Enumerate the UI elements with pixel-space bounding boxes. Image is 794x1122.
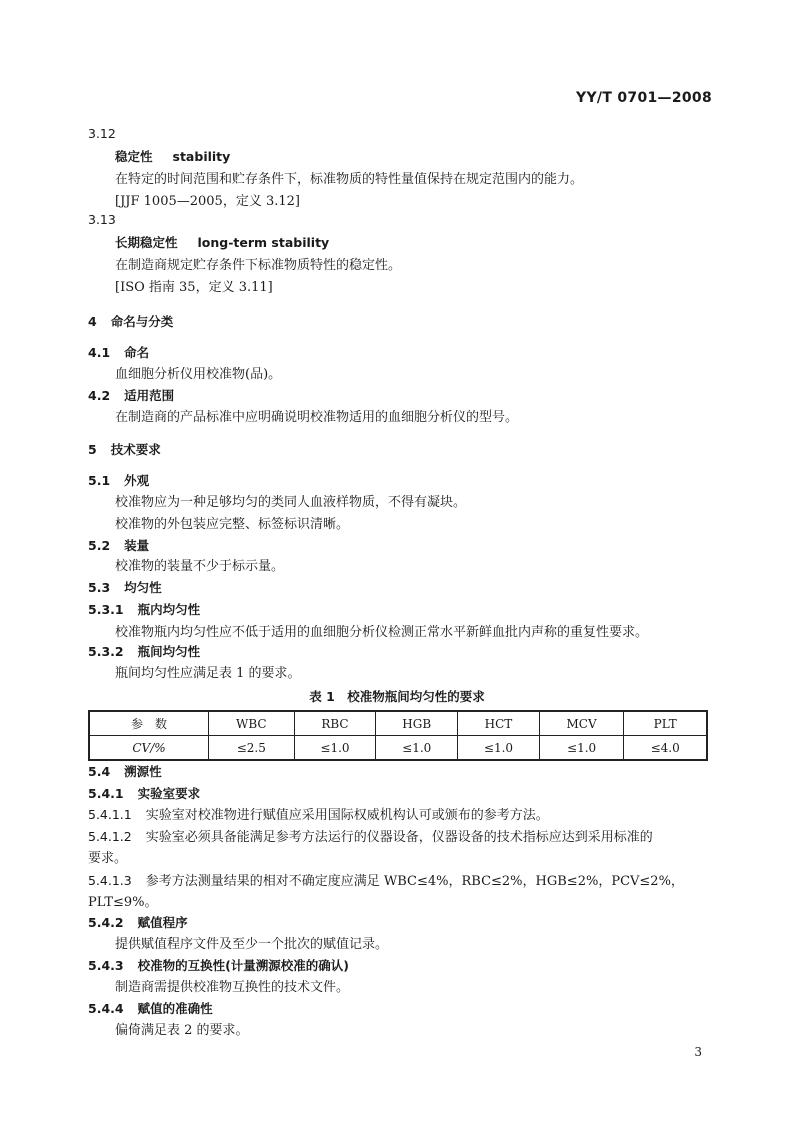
table-cell: ≤1.0 — [294, 736, 376, 761]
table-header-row — [89, 711, 707, 736]
clause-text: 校准物的装量不少于标示量。 — [115, 559, 285, 574]
clause-text: 在制造商的产品标准中应明确说明校准物适用的血细胞分析仪的型号。 — [115, 410, 519, 425]
table-cell: CV/% — [89, 736, 209, 761]
clause-title: 均匀性 — [124, 580, 162, 595]
table-header-cell: HCT — [458, 711, 540, 736]
clause-text: 校准物瓶内均匀性应不低于适用的血细胞分析仪检测正常水平新鲜血批内声称的重复性要求。 — [115, 625, 649, 640]
table-caption: 表 1 校准物瓶间均匀性的要求 — [309, 689, 485, 704]
term-heading — [115, 148, 230, 167]
clause-number: 5.3.2 — [88, 644, 124, 659]
clause-paragraph — [88, 806, 549, 825]
clause-number: 5.1 — [88, 473, 111, 488]
term-definition: 在制造商规定贮存条件下标准物质特性的稳定性。 — [115, 258, 402, 273]
term-cn: 稳定性 — [115, 149, 153, 164]
clause-number: 5.3.1 — [88, 602, 124, 617]
clause-heading — [88, 763, 162, 781]
clause-paragraph — [88, 828, 653, 847]
clause-text: 瓶间均匀性应满足表 1 的要求。 — [115, 666, 301, 681]
table-cell: ≤1.0 — [376, 736, 458, 761]
section-number: 5 — [88, 442, 97, 457]
table-header-cell: HGB — [376, 711, 458, 736]
clause-text: 校准物的外包装应完整、标签标识清晰。 — [115, 517, 350, 532]
clause-heading — [88, 957, 349, 975]
clause-heading — [88, 643, 200, 661]
clause-text: 实验室必须具备能满足参考方法运行的仪器设备，仪器设备的技术指标应达到采用标准的 — [145, 830, 653, 845]
clause-heading — [88, 914, 188, 932]
clause-heading — [88, 579, 162, 597]
term-reference: [ISO 指南 35，定义 3.11] — [115, 280, 273, 295]
table-header-cell: RBC — [294, 711, 376, 736]
section-title: 命名与分类 — [110, 314, 174, 329]
clause-text: 偏倚满足表 2 的要求。 — [115, 1023, 249, 1038]
clause-heading — [88, 785, 200, 803]
clause-number: 3.13 — [88, 212, 116, 227]
clause-heading — [88, 344, 149, 362]
clause-heading — [88, 1000, 213, 1018]
table-row — [89, 736, 707, 761]
clause-text: PLT≤9%。 — [88, 895, 158, 910]
clause-number: 5.4 — [88, 764, 111, 779]
clause-text: 血细胞分析仪用校准物(品)。 — [115, 367, 282, 382]
term-en: stability — [172, 149, 231, 164]
uniformity-table — [88, 710, 708, 761]
term-heading — [115, 234, 329, 253]
clause-heading — [88, 537, 149, 555]
section-title: 技术要求 — [110, 442, 161, 457]
table-header-cell: 参 数 — [89, 711, 209, 736]
clause-title: 适用范围 — [124, 388, 175, 403]
clause-title: 赋值程序 — [137, 915, 188, 930]
term-reference: [JJF 1005—2005，定义 3.12] — [115, 194, 300, 209]
clause-heading — [88, 387, 174, 405]
clause-number: 5.4.1 — [88, 786, 124, 801]
clause-number: 3.12 — [88, 126, 116, 141]
table-cell: ≤2.5 — [209, 736, 295, 761]
clause-title: 实验室要求 — [137, 786, 201, 801]
clause-heading — [88, 472, 149, 490]
term-definition: 在特定的时间范围和贮存条件下，标准物质的特性量值保持在规定范围内的能力。 — [115, 172, 584, 187]
clause-text: 要求。 — [88, 851, 128, 866]
document-code: YY/T 0701—2008 — [576, 90, 712, 106]
clause-text: 提供赋值程序文件及至少一个批次的赋值记录。 — [115, 937, 389, 952]
clause-number: 5.2 — [88, 538, 111, 553]
table-cell: ≤1.0 — [458, 736, 540, 761]
clause-number: 5.4.4 — [88, 1001, 124, 1016]
clause-number: 5.4.3 — [88, 958, 124, 973]
table-header-cell: MCV — [539, 711, 623, 736]
term-en: long-term stability — [197, 235, 330, 250]
clause-heading — [88, 601, 200, 619]
clause-title: 溯源性 — [124, 764, 162, 779]
section-heading — [88, 313, 173, 331]
clause-title: 外观 — [124, 473, 150, 488]
clause-text: 校准物应为一种足够均匀的类同人血液样物质，不得有凝块。 — [115, 495, 467, 510]
clause-text: 实验室对校准物进行赋值应采用国际权威机构认可或颁布的参考方法。 — [145, 808, 549, 823]
table-header-cell: PLT — [624, 711, 707, 736]
table-cell: ≤4.0 — [624, 736, 707, 761]
term-cn: 长期稳定性 — [115, 235, 178, 250]
table-header-cell: WBC — [209, 711, 295, 736]
clause-text: 参考方法测量结果的相对不确定度应满足 WBC≤4%，RBC≤2%，HGB≤2%，PCV≤2%， — [145, 874, 684, 889]
clause-number: 5.4.1.1 — [88, 807, 132, 822]
clause-number: 5.3 — [88, 580, 111, 595]
clause-number: 4.1 — [88, 345, 111, 360]
clause-title: 命名 — [124, 345, 150, 360]
clause-title: 瓶间均匀性 — [137, 644, 201, 659]
clause-title: 赋值的准确性 — [137, 1001, 213, 1016]
section-heading — [88, 441, 161, 459]
clause-title: 装量 — [124, 538, 150, 553]
clause-number: 5.4.1.3 — [88, 873, 132, 888]
clause-number: 4.2 — [88, 388, 111, 403]
clause-number: 5.4.2 — [88, 915, 124, 930]
table-cell: ≤1.0 — [539, 736, 623, 761]
clause-paragraph — [88, 872, 684, 891]
section-number: 4 — [88, 314, 97, 329]
clause-title: 瓶内均匀性 — [137, 602, 201, 617]
page-number: 3 — [694, 1045, 702, 1059]
clause-title: 校准物的互换性(计量溯源校准的确认) — [137, 958, 350, 973]
clause-text: 制造商需提供校准物互换性的技术文件。 — [115, 980, 350, 995]
clause-number: 5.4.1.2 — [88, 829, 132, 844]
